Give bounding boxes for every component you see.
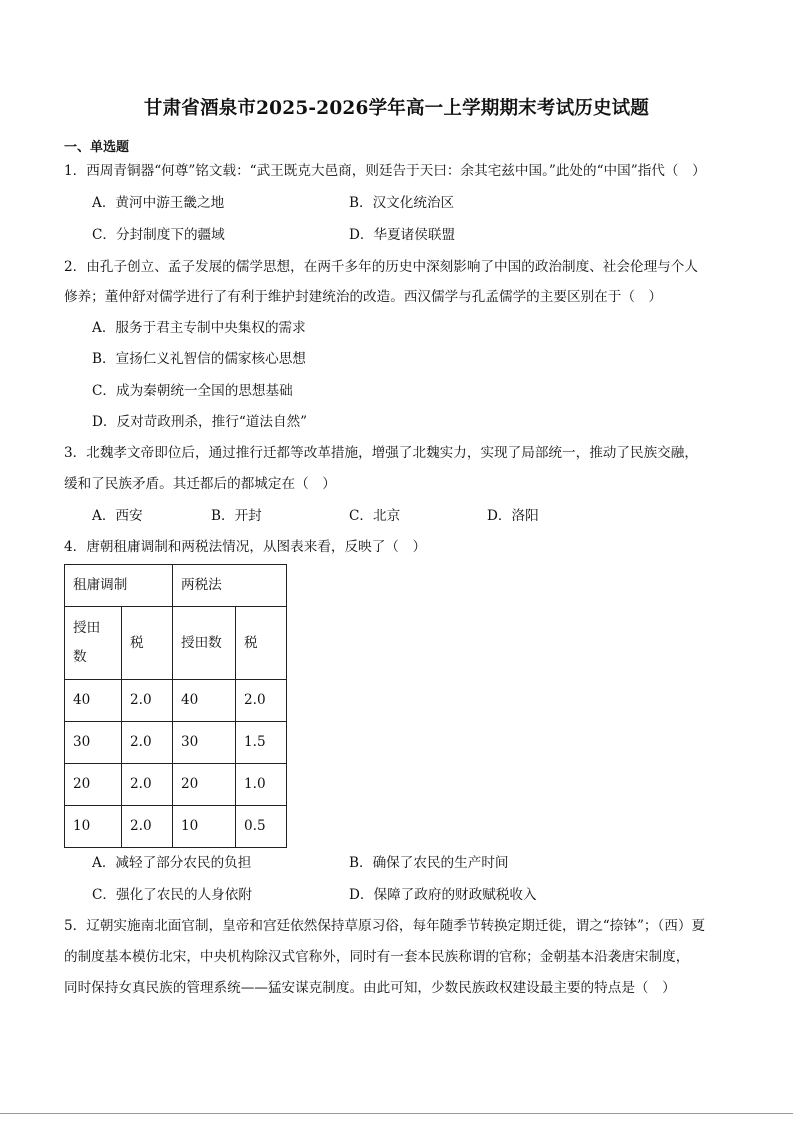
question-5-stem-line3: 同时保持女真民族的管理系统——猛安谋克制度。由此可知，少数民族政权建设最主要的特点是（ ） (64, 980, 676, 996)
table-cell: 1.5 (236, 722, 287, 764)
table-header-land-1-line1: 授田 (73, 620, 101, 636)
q1-option-d: D．华夏诸侯联盟 (349, 227, 456, 243)
q3-option-b: B．开封 (211, 508, 262, 524)
page-bottom-divider (0, 1113, 793, 1114)
question-2-stem-line2: 修养；董仲舒对儒学进行了有利于维护封建统治的改造。西汉儒学与孔孟儒学的主要区别在于（ ） (64, 289, 663, 305)
q2-option-a: A．服务于君主专制中央集权的需求 (92, 320, 306, 336)
q4-option-d: D．保障了政府的财政赋税收入 (349, 887, 537, 903)
q4-option-b: B．确保了农民的生产时间 (349, 855, 509, 871)
table-cell: 40 (173, 680, 236, 722)
table-header-land-2: 授田数 (173, 607, 236, 680)
table-cell: 20 (173, 764, 236, 806)
question-3-stem-line2: 缓和了民族矛盾。其迁都后的都城定在（ ） (64, 476, 336, 492)
tax-comparison-table (64, 564, 287, 848)
section-heading: 一、单选题 (64, 140, 130, 155)
table-group-header-liangshuifa: 两税法 (173, 565, 287, 607)
q2-option-d: D．反对苛政刑杀，推行“道法自然” (92, 414, 308, 430)
question-2-stem-line1: 2．由孔子创立、孟子发展的儒学思想，在两千多年的历史中深刻影响了中国的政治制度、社会伦理与个人 (64, 259, 698, 275)
q3-option-d: D．洛阳 (487, 508, 539, 524)
table-cell: 40 (65, 680, 122, 722)
table-cell: 2.0 (122, 680, 173, 722)
table-row (65, 806, 287, 848)
table-cell: 2.0 (122, 806, 173, 848)
q2-option-b: B．宣扬仁义礼智信的儒家核心思想 (92, 351, 306, 367)
q3-option-c: C．北京 (349, 508, 401, 524)
table-header-tax-1: 税 (122, 607, 173, 680)
page-title: 甘肃省酒泉市2025-2026学年高一上学期期末考试历史试题 (143, 98, 650, 119)
table-row (65, 680, 287, 722)
table-cell: 30 (173, 722, 236, 764)
table-header-tax-2: 税 (236, 607, 287, 680)
q1-option-c: C．分封制度下的疆域 (92, 227, 225, 243)
table-cell: 10 (65, 806, 122, 848)
table-header-land-1 (65, 607, 122, 680)
q4-option-c: C．强化了农民的人身依附 (92, 887, 252, 903)
question-5-stem-line2: 的制度基本模仿北宋，中央机构除汉式官称外，同时有一套本民族称谓的官称；金朝基本沿袭唐宋制度， (64, 949, 690, 965)
q1-option-b: B．汉文化统治区 (349, 195, 455, 211)
table-cell: 20 (65, 764, 122, 806)
table-header-land-1-line2: 数 (73, 649, 87, 665)
q3-option-a: A．西安 (92, 508, 143, 524)
table-cell: 2.0 (236, 680, 287, 722)
q2-option-c: C．成为秦朝统一全国的思想基础 (92, 383, 293, 399)
table-cell: 2.0 (122, 722, 173, 764)
table-cell: 10 (173, 806, 236, 848)
question-4-stem: 4．唐朝租庸调制和两税法情况，从图表来看，反映了（ ） (64, 539, 427, 555)
question-5-stem-line1: 5．辽朝实施南北面官制，皇帝和宫廷依然保持草原习俗，每年随季节转换定期迁徙，谓之“捺钵”；（西）夏 (64, 918, 706, 934)
question-3-stem-line1: 3．北魏孝文帝即位后，通过推行迁都等改革措施，增强了北魏实力，实现了局部统一，推动了民族交融， (64, 445, 698, 461)
table-cell: 0.5 (236, 806, 287, 848)
table-cell: 1.0 (236, 764, 287, 806)
table-cell: 30 (65, 722, 122, 764)
table-group-header-zuyongdiao: 租庸调制 (65, 565, 173, 607)
question-1-stem: 1．西周青铜器“何尊”铭文载：“武王既克大邑商，则廷告于天曰：余其宅兹中国。”此处的“中国”指代（ ） (64, 163, 706, 179)
q4-option-a: A．减轻了部分农民的负担 (92, 855, 252, 871)
table-row (65, 722, 287, 764)
table-cell: 2.0 (122, 764, 173, 806)
table-row (65, 764, 287, 806)
q1-option-a: A．黄河中游王畿之地 (92, 195, 225, 211)
